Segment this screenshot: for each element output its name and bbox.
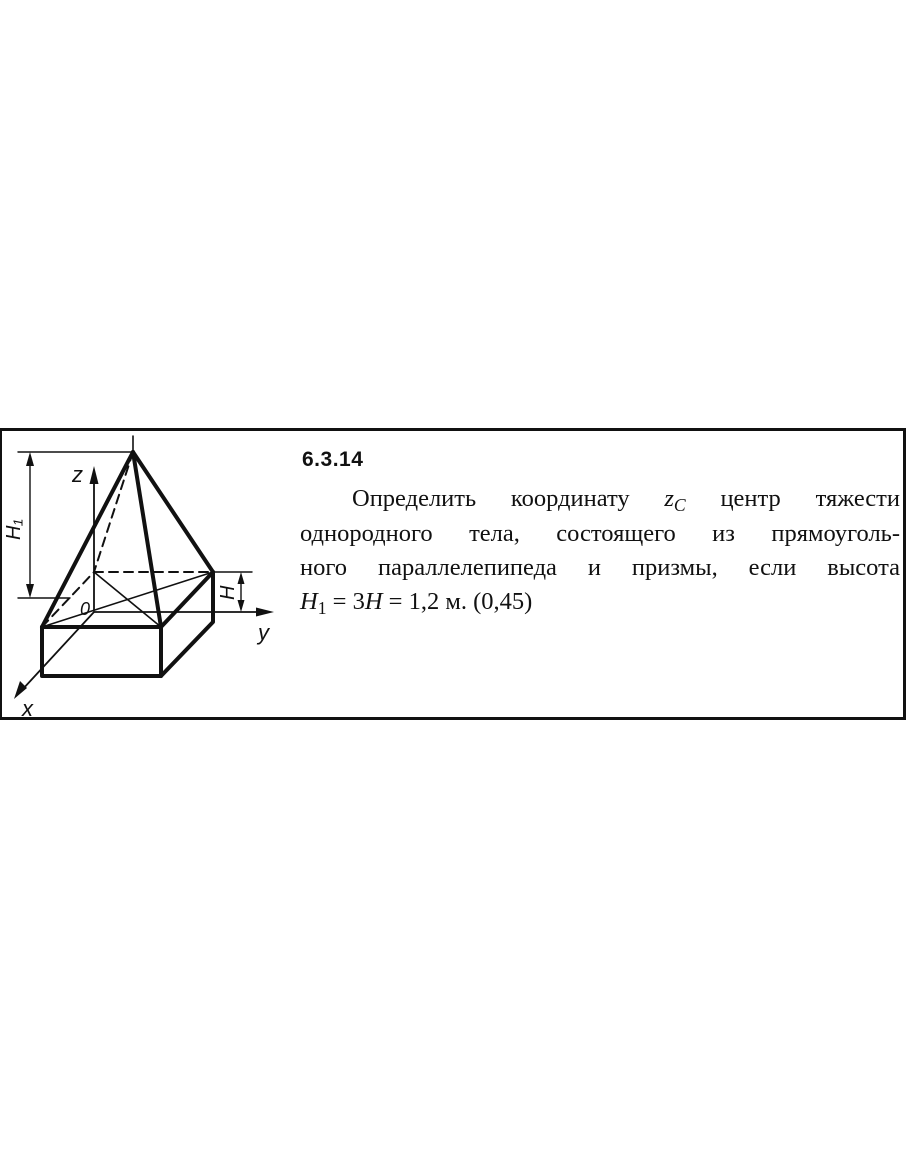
statement-line-2: однородного тела, состоящего из прямоуголь- <box>300 520 900 547</box>
h-label: H <box>217 585 239 600</box>
pyramid-edge-front-right <box>133 452 161 627</box>
pyramid-parallelepiped-figure <box>0 428 300 720</box>
statement-line-1-pre: Определить координату <box>352 485 665 512</box>
statement-line-3: ного параллелепипеда и призмы, если высота <box>300 554 900 581</box>
variable-z-subscript: C <box>673 495 686 516</box>
statement-line-1 <box>300 482 900 517</box>
problem-statement <box>300 482 900 620</box>
x-axis-line <box>22 612 94 690</box>
y-axis-arrow <box>256 608 274 617</box>
y-axis-label: y <box>258 620 269 645</box>
pyramid-edge-back-right <box>133 452 213 572</box>
statement-line-1-post: центр тяжести <box>685 485 900 512</box>
problem-number: 6.3.14 <box>302 448 364 471</box>
top-diagonal-2 <box>94 572 161 627</box>
box-right-face <box>161 572 213 676</box>
z-axis-arrow <box>90 466 99 484</box>
variable-h: H <box>364 588 383 615</box>
variable-h1: H <box>300 588 318 615</box>
statement-line-4-mid: = 3 <box>326 588 365 615</box>
statement-line-4 <box>300 585 900 620</box>
h1-arrow-top <box>26 452 34 466</box>
variable-z: z <box>664 485 674 512</box>
z-axis-label: z <box>72 462 83 487</box>
box-front-face <box>42 627 161 676</box>
h-arrow-top <box>238 572 245 584</box>
h-arrow-bottom <box>238 600 245 612</box>
h1-label: H₁ <box>3 519 25 540</box>
origin-label: 0 <box>80 599 91 619</box>
x-axis-label: x <box>22 696 33 721</box>
variable-h1-subscript: 1 <box>317 598 327 619</box>
h1-arrow-bottom <box>26 584 34 598</box>
statement-line-4-post: = 1,2 м. (0,45) <box>382 588 533 615</box>
